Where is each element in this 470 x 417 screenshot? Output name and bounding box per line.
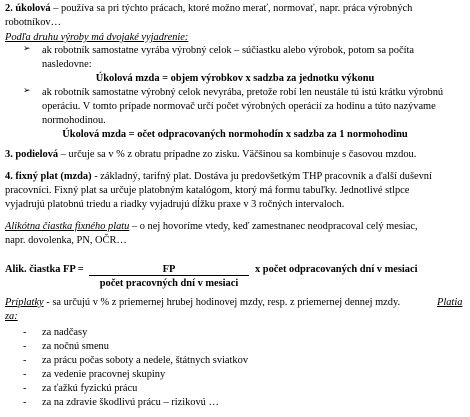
section-3-line (5, 150, 416, 160)
bullet-2-line-2: operáciu. V tomto prípade normovač určí počet výrobných operácií za hodinu a túto nazývame (42, 101, 436, 112)
list-item: za vedenie pracovnej skupiny (42, 369, 166, 380)
dash-bullet: - (23, 369, 27, 380)
bullet-2-line-1: ak robotník samostatne výrobný celok nevyrába, pretože robí len neustále tú istú krátku výrobnú (42, 87, 444, 98)
list-item: za na zdravie škodlivú prácu – rizikovú … (42, 397, 219, 408)
arrow-bullet-icon: ➢ (23, 44, 31, 54)
section-2-line-1 (5, 4, 412, 14)
production-type-heading: Podľa druhu výroby má dvojaké vyjadrenie: (5, 32, 189, 43)
list-item: za nadčasy (42, 327, 88, 338)
list-item: za prácu počas soboty a nedele, štátnych sviatkov (42, 355, 249, 366)
aliquot-text: – o nej hovoríme vtedy, keď zamestnanec neodpracoval celý mesiac, (129, 221, 418, 232)
piece-wage-formula-1: Úkolová mzda = objem výrobkov x sadzba za jednotku výkonu (95, 73, 375, 84)
formula-right: x počet odpracovaných dní v mesiaci (255, 264, 418, 275)
section-2-line-2: robotníkov… (5, 17, 61, 28)
bullet-2-line-3: normohodinou. (42, 115, 106, 126)
section-4-line-1 (5, 172, 432, 182)
aliquot-label: Alikótna čiastka fixného platu (5, 221, 130, 232)
formula-numerator: FP (162, 264, 176, 275)
dash-bullet: - (23, 355, 27, 366)
supplements-za: za: (5, 311, 18, 322)
supplements-platia: Platia (437, 297, 463, 308)
section-3-number: 3. podielová (5, 149, 59, 160)
section-4-number: 4. fixný plat (mzda) (5, 171, 92, 182)
section-4-line-2: pracovníci. Fixný plat sa určuje platobným katalógom, ktorý má formu tabuľky. Jednotlivé stlpce (5, 185, 410, 196)
section-4-text: - základný, tarifný plat. Dostáva ju predovšetkým THP pracovník a ďalší duševní (91, 171, 432, 182)
aliquot-line-1 (5, 222, 418, 232)
supplements-label: Príplatky (5, 297, 44, 308)
bullet-1-line-1: ak robotník samostatne vyrába výrobný celok – súčiastku alebo výrobok, potom sa počíta (42, 45, 414, 56)
section-3-text: – určuje sa v % z obratu prípadne zo zisku. Väčšinou sa kombinuje s časovou mzdou. (58, 149, 417, 160)
bullet-1-line-2: nasledovne: (42, 59, 92, 70)
section-4-line-3: vyjadrujú platobnú triedu a riadky vyjadrujú dĺžku praxe v 3 ročných intervaloch. (5, 199, 345, 210)
list-item: za ťažkú fyzickú prácu (42, 383, 138, 394)
aliquot-line-2: napr. dovolenka, PN, OČR… (5, 235, 127, 246)
supplements-line-1 (5, 298, 400, 308)
dash-bullet: - (23, 327, 27, 338)
formula-left: Alik. čiastka FP = (5, 264, 84, 275)
supplements-text: - sa určujú v % z priemernej hrubej hodinovej mzdy, resp. z priemernej dennej mzdy. (43, 297, 401, 308)
list-item: za nočnú smenu (42, 341, 109, 352)
piece-wage-formula-2: Úkolová mzda = očet odpracovaných normohodín x sadzba za 1 normohodinu (62, 129, 408, 140)
dash-bullet: - (23, 383, 27, 394)
arrow-bullet-icon: ➢ (23, 86, 31, 96)
formula-denominator: počet pracovných dní v mesiaci (99, 278, 239, 289)
section-2-number: 2. úkolová (5, 3, 51, 14)
section-2-text: – používa sa pri týchto prácach, ktoré možno merať, normovať, napr. práca výrobných (50, 3, 413, 14)
dash-bullet: - (23, 397, 27, 408)
dash-bullet: - (23, 341, 27, 352)
